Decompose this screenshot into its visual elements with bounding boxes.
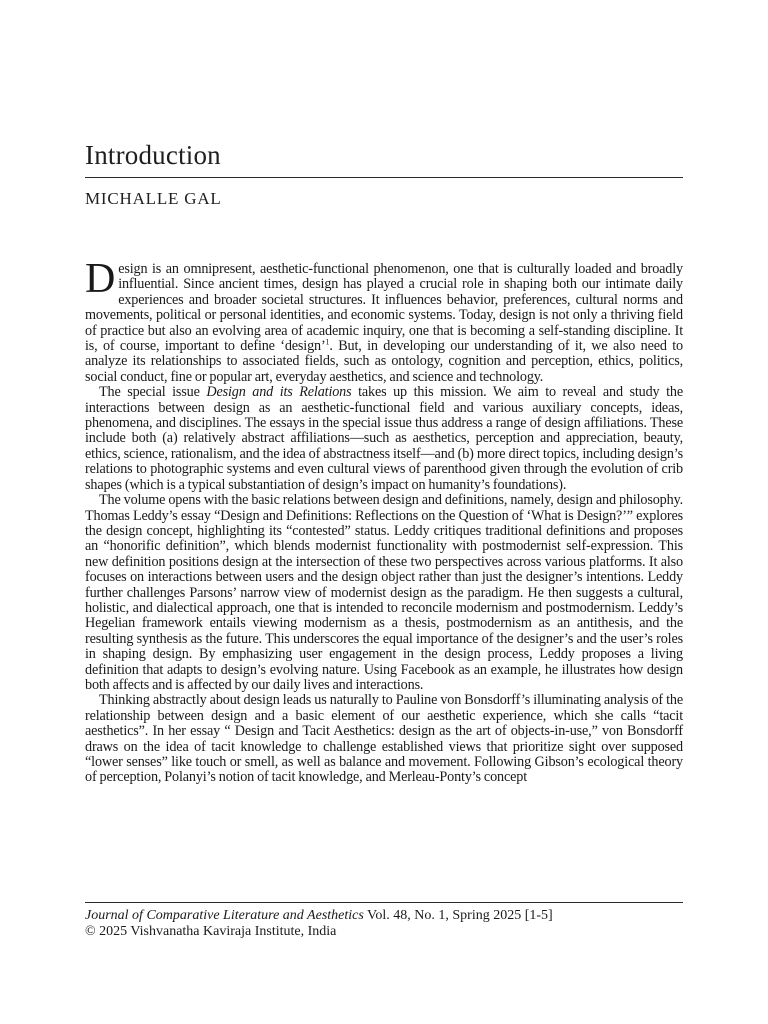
issue-info: Vol. 48, No. 1, Spring 2025 [1-5]: [363, 908, 553, 923]
title-divider: [85, 177, 683, 178]
copyright-line: © 2025 Vishvanatha Kaviraja Institute, India: [85, 924, 337, 939]
article-body: [85, 256, 683, 786]
paragraph-2-lead: The special issue: [99, 384, 207, 401]
footnote-marker: 1: [325, 337, 330, 347]
paragraph-1-text: esign is an omnipresent, aesthetic-functional phenomenon, one that is culturally loaded and broadly influential. Since ancient times, design has played a crucial role in shaping both our intimate daily experiences and broader societal structures. It influences behavior, preferences, cultural norms and movements, political or personal identities, and economic systems. Today, design is not only a thriving field of practice but also an evolving area of academic inquiry, one that is becoming a self-standing discipline. It is, of course, important to define ‘design’: [85, 261, 683, 355]
paragraph-1-text-end: . But, in developing our understanding of it, we also need to analyze its relationships to associated fields, such as ontology, cognition and perception, ethics, politics, social conduct, fine or popular art, everyday aesthetics, and science and technology.: [85, 338, 683, 385]
paragraph-1: [85, 256, 683, 385]
special-issue-title: Design and its Relations: [206, 384, 352, 401]
article-title: Introduction: [85, 140, 221, 170]
paragraph-2-text: takes up this mission. We aim to reveal and study the interactions between design as an aesthetic-functional field and various auxiliary concepts, ideas, phenomena, and disciplines. The essays in the special issue thus address a range of design affiliations. These include both (a) relatively abstract affiliations—such as aesthetics, perception and appreciation, beauty, ethics, science, rationalism, and the idea of abstractness itself—and (b) more direct topics, including design’s relations to photographic systems and even cultural views of parenthood given through the evolution of crib shapes (which is a typical substantiation of design’s impact on humanity’s foundations).: [85, 384, 683, 493]
footer-divider: [85, 902, 683, 903]
author-name: MICHALLE GAL: [85, 189, 222, 208]
paragraph-2: [85, 385, 683, 493]
citation-line: [85, 908, 683, 924]
paragraph-3: The volume opens with the basic relations between design and definitions, namely, design and philosophy. Thomas Leddy’s essay “Design and Definitions: Reflections on the Question of ‘What is Design?’” explores the design concept, highlighting its “contested” status. Leddy critiques traditional definitions and proposes an “honorific definition”, which blends modernist functionality with postmodernist self-expression. This new definition positions design at the intersection of these two perspectives across various platforms. It also focuses on interactions between users and the design object rather than just the designer’s intentions. Leddy further challenges Parsons’ narrow view of modernist design as the paradigm. He then suggests a cultural, holistic, and dialectical approach, one that is intended to reconcile modernism and postmodernism. Leddy’s Hegelian framework entails viewing modernism as a thesis, postmodernism as an antithesis, and the resulting synthesis as the future. This underscores the equal importance of the designer’s and the user’s roles in shaping design. By emphasizing user engagement in the design process, Leddy proposes a living definition that adapts to design’s evolving nature. Using Facebook as an example, he illustrates how design both affects and is affected by our daily lives and interactions.: [85, 492, 683, 693]
journal-name: Journal of Comparative Literature and Aesthetics: [85, 908, 364, 923]
page-footer: [85, 908, 683, 940]
drop-cap: D: [85, 256, 116, 302]
paragraph-4: Thinking abstractly about design leads us naturally to Pauline von Bonsdorff’s illuminating analysis of the relationship between design and a basic element of our aesthetic experience, which she calls “tacit aesthetics”. In her essay “ Design and Tacit Aesthetics: design as the art of objects-in-use,” von Bonsdorff draws on the idea of tacit knowledge to challenge established views that prioritize sight over supposed “lower senses” like touch or smell, as well as balance and movement. Following Gibson’s ecological theory of perception, Polanyi’s notion of tacit knowledge, and Merleau-Ponty’s concept: [85, 692, 683, 786]
